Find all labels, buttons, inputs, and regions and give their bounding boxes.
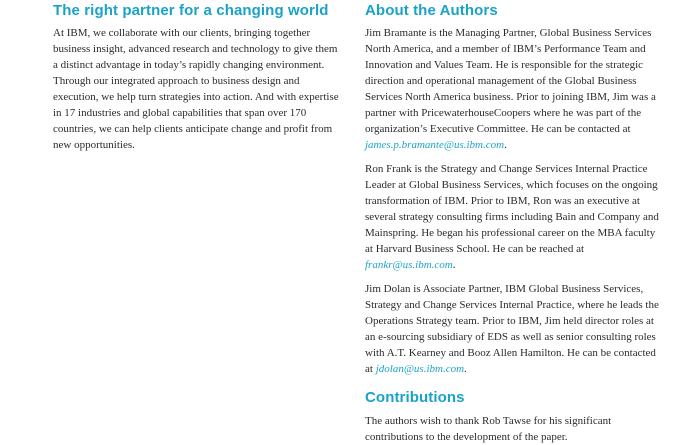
author-email-link[interactable]: james.p.bramante@us.ibm.com	[365, 139, 505, 151]
author-bio-text: Ron Frank is the Strategy and Change Services Internal Practice Leader at Global Business Services, which focuses on the ongoing transformation of IBM. Prior to IBM, Ron was an executive at several strategy consulting firms including Bain and Company and Mainspring. He began his professional career on the MBA faculty at Harvard Business School. He can be reached at	[365, 163, 659, 255]
author-bio-text: Jim Bramante is the Managing Partner, Global Business Services North America, and a member of IBM’s Performance Team and Innovation and Values Team. He is responsible for the strategic direction and operational management of the Global Business Services North America business. Prior to joining IBM, Jim was a partner with PricewaterhouseCoopers where he was part of the organization’s Executive Committee. He can be contacted at	[365, 27, 656, 135]
author-bio-dolan	[365, 281, 665, 377]
author-bio-bramante	[365, 25, 665, 153]
author-bio-text: Jim Dolan is Associate Partner, IBM Global Business Services, Strategy and Change Services Internal Practice, where he leads the Operations Strategy team. Prior to IBM, Jim held director roles at an e-sourcing subsidiary of EDS as well as senior consulting roles with A.T. Kearney and Booz Allen Hamilton. He can be contacted at	[365, 283, 659, 375]
author-email-link[interactable]: frankr@us.ibm.com	[365, 259, 453, 271]
right-column	[365, 0, 665, 445]
author-bio-frank	[365, 161, 665, 273]
authors-heading: About the Authors	[365, 2, 498, 19]
partner-body: At IBM, we collaborate with our clients, bringing together business insight, advanced research and technology to give them a distinct advantage in today’s rapidly changing environment. Through our integrated approach to business design and execution, we help turn strategies into action. And with expertise in 17 industries and global capabilities that span over 170 countries, we can help clients anticipate change and profit from new opportunities.	[53, 27, 339, 151]
contributions-body: The authors wish to thank Rob Tawse for his significant contributions to the development of the paper.	[365, 415, 612, 443]
partner-heading: The right partner for a changing world	[53, 2, 329, 19]
author-email-link[interactable]: jdolan@us.ibm.com	[375, 363, 465, 375]
author-bio-end: .	[504, 139, 507, 151]
author-bio-end: .	[464, 363, 467, 375]
left-column	[53, 0, 343, 153]
contributions-heading: Contributions	[365, 389, 465, 406]
author-bio-end: .	[452, 259, 456, 271]
